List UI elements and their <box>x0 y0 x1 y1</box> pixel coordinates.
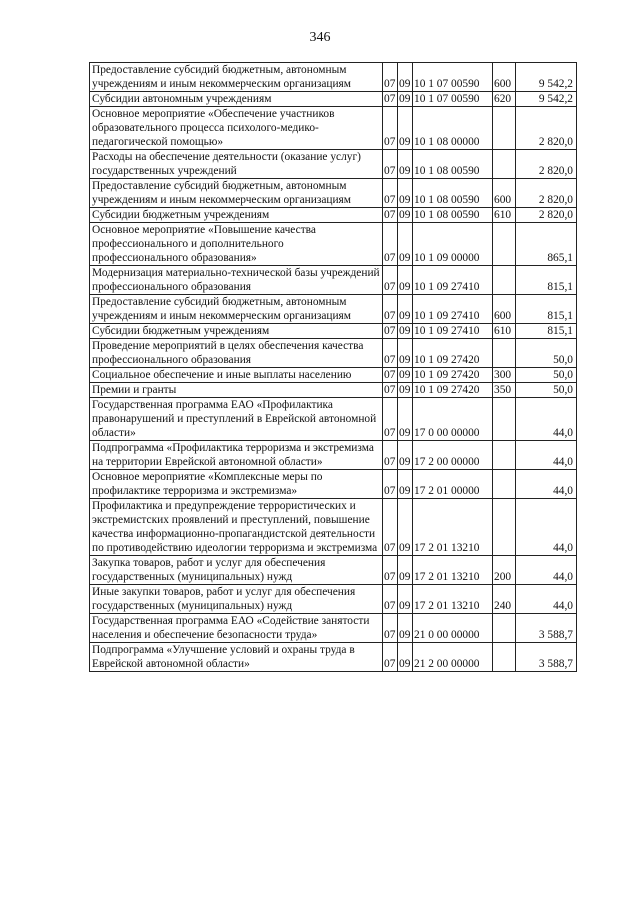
row-sum: 44,0 <box>516 556 577 585</box>
row-sum: 2 820,0 <box>516 179 577 208</box>
row-name: Закупка товаров, работ и услуг для обеспечения государственных (муниципальных) нужд <box>90 556 383 585</box>
row-expense-type <box>493 223 516 266</box>
row-target-article: 17 2 01 13210 <box>413 556 493 585</box>
row-section: 07 <box>383 614 398 643</box>
table-row <box>90 92 577 107</box>
table-row <box>90 643 577 672</box>
row-name: Премии и гранты <box>90 383 383 398</box>
table-row <box>90 556 577 585</box>
table-row <box>90 398 577 441</box>
row-name: Подпрограмма «Улучшение условий и охраны труда в Еврейской автономной области» <box>90 643 383 672</box>
table-row <box>90 368 577 383</box>
row-expense-type <box>493 107 516 150</box>
row-sum: 44,0 <box>516 441 577 470</box>
row-target-article: 10 1 09 27410 <box>413 266 493 295</box>
row-expense-type <box>493 150 516 179</box>
row-subsection: 09 <box>398 643 413 672</box>
row-expense-type <box>493 470 516 499</box>
row-section: 07 <box>383 643 398 672</box>
row-target-article: 17 2 00 00000 <box>413 441 493 470</box>
row-subsection: 09 <box>398 266 413 295</box>
row-subsection: 09 <box>398 339 413 368</box>
row-section: 07 <box>383 150 398 179</box>
row-sum: 815,1 <box>516 295 577 324</box>
row-sum: 44,0 <box>516 470 577 499</box>
row-subsection: 09 <box>398 499 413 556</box>
row-sum: 2 820,0 <box>516 150 577 179</box>
row-subsection: 09 <box>398 107 413 150</box>
row-target-article: 17 0 00 00000 <box>413 398 493 441</box>
row-name: Субсидии бюджетным учреждениям <box>90 324 383 339</box>
row-section: 07 <box>383 92 398 107</box>
row-expense-type: 600 <box>493 63 516 92</box>
row-target-article: 21 0 00 00000 <box>413 614 493 643</box>
table-row <box>90 585 577 614</box>
row-section: 07 <box>383 223 398 266</box>
row-expense-type <box>493 266 516 295</box>
table-row <box>90 63 577 92</box>
row-target-article: 10 1 09 27410 <box>413 324 493 339</box>
row-sum: 865,1 <box>516 223 577 266</box>
row-expense-type <box>493 441 516 470</box>
row-target-article: 10 1 09 27420 <box>413 339 493 368</box>
row-expense-type: 600 <box>493 295 516 324</box>
row-subsection: 09 <box>398 368 413 383</box>
row-target-article: 10 1 07 00590 <box>413 63 493 92</box>
row-section: 07 <box>383 63 398 92</box>
table-row <box>90 470 577 499</box>
row-section: 07 <box>383 266 398 295</box>
table-row <box>90 150 577 179</box>
row-sum: 9 542,2 <box>516 63 577 92</box>
row-expense-type <box>493 499 516 556</box>
row-name: Основное мероприятие «Обеспечение участников образовательного процесса психолого-медико-педагогической помощью» <box>90 107 383 150</box>
row-section: 07 <box>383 383 398 398</box>
table-row <box>90 324 577 339</box>
row-subsection: 09 <box>398 398 413 441</box>
row-section: 07 <box>383 556 398 585</box>
row-sum: 50,0 <box>516 368 577 383</box>
row-sum: 3 588,7 <box>516 614 577 643</box>
row-name: Предоставление субсидий бюджетным, автономным учреждениям и иным некоммерческим организациям <box>90 179 383 208</box>
budget-table-body <box>90 63 577 672</box>
row-name: Иные закупки товаров, работ и услуг для обеспечения государственных (муниципальных) нужд <box>90 585 383 614</box>
row-section: 07 <box>383 295 398 324</box>
row-sum: 44,0 <box>516 585 577 614</box>
row-target-article: 10 1 09 27410 <box>413 295 493 324</box>
row-expense-type: 200 <box>493 556 516 585</box>
row-sum: 44,0 <box>516 398 577 441</box>
row-section: 07 <box>383 339 398 368</box>
row-name: Предоставление субсидий бюджетным, автономным учреждениям и иным некоммерческим организациям <box>90 63 383 92</box>
row-section: 07 <box>383 107 398 150</box>
row-subsection: 09 <box>398 383 413 398</box>
row-section: 07 <box>383 470 398 499</box>
row-name: Подпрограмма «Профилактика терроризма и экстремизма на территории Еврейской автономной области» <box>90 441 383 470</box>
row-subsection: 09 <box>398 556 413 585</box>
row-name: Государственная программа ЕАО «Содействие занятости населения и обеспечение безопасности труда» <box>90 614 383 643</box>
row-expense-type: 610 <box>493 208 516 223</box>
row-subsection: 09 <box>398 223 413 266</box>
row-target-article: 10 1 07 00590 <box>413 92 493 107</box>
row-expense-type: 600 <box>493 179 516 208</box>
table-row <box>90 339 577 368</box>
row-sum: 815,1 <box>516 324 577 339</box>
row-sum: 2 820,0 <box>516 107 577 150</box>
row-expense-type <box>493 339 516 368</box>
row-target-article: 21 2 00 00000 <box>413 643 493 672</box>
row-expense-type: 300 <box>493 368 516 383</box>
row-target-article: 10 1 09 00000 <box>413 223 493 266</box>
row-section: 07 <box>383 324 398 339</box>
table-row <box>90 383 577 398</box>
row-subsection: 09 <box>398 441 413 470</box>
row-subsection: 09 <box>398 295 413 324</box>
row-expense-type <box>493 614 516 643</box>
row-section: 07 <box>383 441 398 470</box>
row-subsection: 09 <box>398 179 413 208</box>
row-target-article: 10 1 09 27420 <box>413 383 493 398</box>
row-expense-type: 350 <box>493 383 516 398</box>
table-row <box>90 223 577 266</box>
row-target-article: 10 1 08 00590 <box>413 208 493 223</box>
table-row <box>90 614 577 643</box>
row-target-article: 10 1 08 00590 <box>413 150 493 179</box>
table-row <box>90 499 577 556</box>
budget-table <box>89 62 577 672</box>
row-subsection: 09 <box>398 150 413 179</box>
table-row <box>90 208 577 223</box>
row-sum: 50,0 <box>516 339 577 368</box>
row-name: Расходы на обеспечение деятельности (оказание услуг) государственных учреждений <box>90 150 383 179</box>
row-expense-type <box>493 398 516 441</box>
row-target-article: 10 1 08 00000 <box>413 107 493 150</box>
row-name: Предоставление субсидий бюджетным, автономным учреждениям и иным некоммерческим организациям <box>90 295 383 324</box>
table-row <box>90 441 577 470</box>
row-name: Модернизация материально-технической базы учреждений профессионального образования <box>90 266 383 295</box>
row-section: 07 <box>383 499 398 556</box>
row-name: Основное мероприятие «Повышение качества профессионального и дополнительного профессионального образования» <box>90 223 383 266</box>
row-name: Государственная программа ЕАО «Профилактика правонарушений и преступлений в Еврейской автономной области» <box>90 398 383 441</box>
row-subsection: 09 <box>398 208 413 223</box>
row-name: Субсидии автономным учреждениям <box>90 92 383 107</box>
row-subsection: 09 <box>398 585 413 614</box>
row-target-article: 10 1 08 00590 <box>413 179 493 208</box>
table-row <box>90 266 577 295</box>
row-section: 07 <box>383 368 398 383</box>
row-sum: 44,0 <box>516 499 577 556</box>
row-subsection: 09 <box>398 614 413 643</box>
row-name: Субсидии бюджетным учреждениям <box>90 208 383 223</box>
row-subsection: 09 <box>398 470 413 499</box>
row-subsection: 09 <box>398 63 413 92</box>
row-target-article: 17 2 01 13210 <box>413 585 493 614</box>
row-name: Профилактика и предупреждение террористических и экстремистских проявлений и преступлений, повышение качества информационно-пропагандистской деятельности по противодействию идеологии терроризма и экстремизма <box>90 499 383 556</box>
row-expense-type: 610 <box>493 324 516 339</box>
row-section: 07 <box>383 585 398 614</box>
row-sum: 3 588,7 <box>516 643 577 672</box>
row-subsection: 09 <box>398 324 413 339</box>
row-expense-type <box>493 643 516 672</box>
row-target-article: 10 1 09 27420 <box>413 368 493 383</box>
row-name: Основное мероприятие «Комплексные меры по профилактике терроризма и экстремизма» <box>90 470 383 499</box>
row-name: Проведение мероприятий в целях обеспечения качества профессионального образования <box>90 339 383 368</box>
page-number: 346 <box>309 30 331 45</box>
table-row <box>90 107 577 150</box>
row-section: 07 <box>383 398 398 441</box>
table-row <box>90 295 577 324</box>
row-target-article: 17 2 01 13210 <box>413 499 493 556</box>
row-sum: 815,1 <box>516 266 577 295</box>
row-expense-type: 620 <box>493 92 516 107</box>
row-target-article: 17 2 01 00000 <box>413 470 493 499</box>
row-sum: 2 820,0 <box>516 208 577 223</box>
row-name: Социальное обеспечение и иные выплаты населению <box>90 368 383 383</box>
row-section: 07 <box>383 179 398 208</box>
row-expense-type: 240 <box>493 585 516 614</box>
table-row <box>90 179 577 208</box>
row-section: 07 <box>383 208 398 223</box>
row-sum: 50,0 <box>516 383 577 398</box>
row-subsection: 09 <box>398 92 413 107</box>
row-sum: 9 542,2 <box>516 92 577 107</box>
